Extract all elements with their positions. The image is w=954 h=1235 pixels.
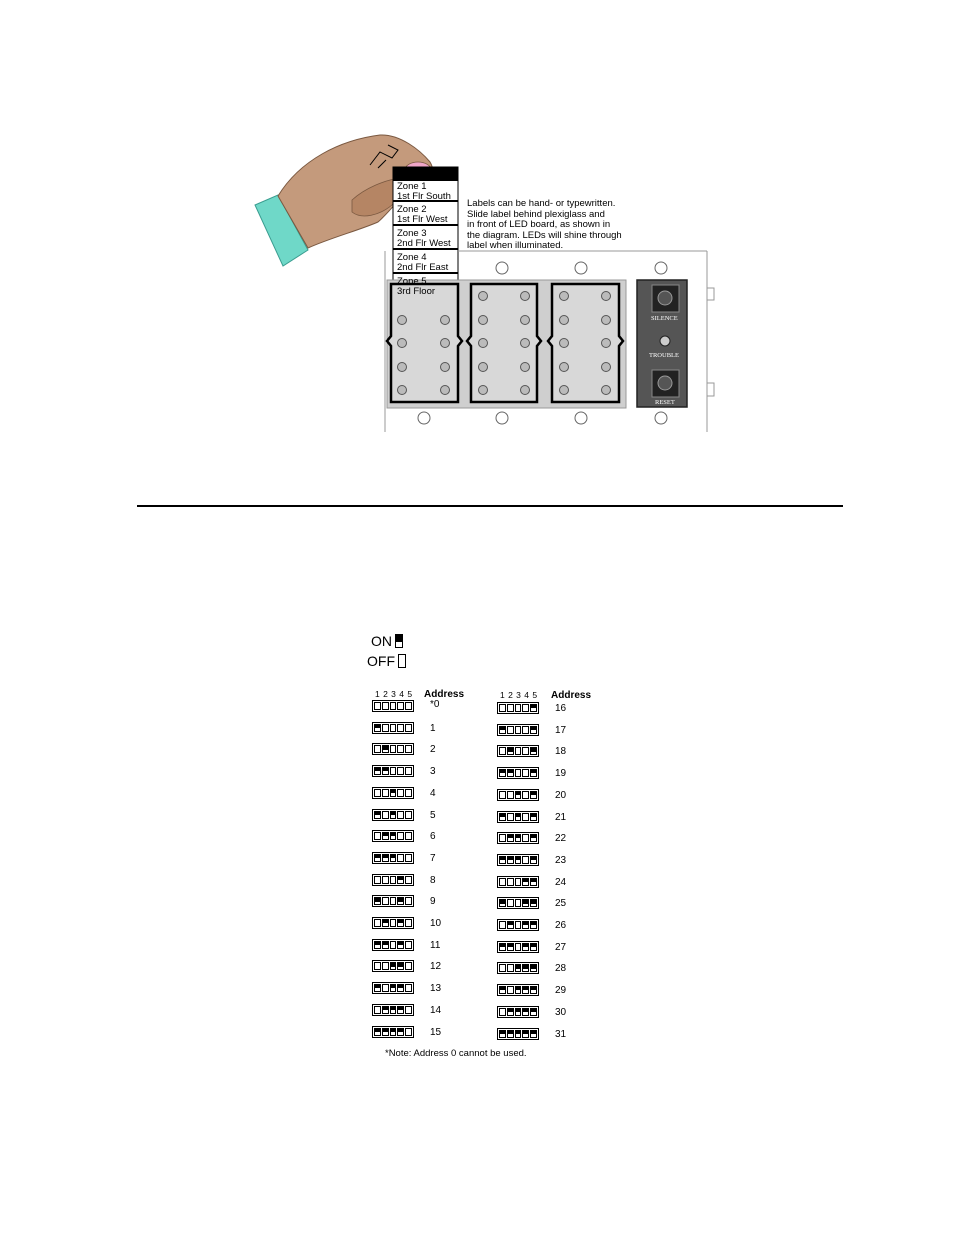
address-value: 18 — [555, 746, 567, 758]
switch-position — [390, 1006, 397, 1014]
dip-switch-left — [372, 1004, 414, 1016]
zone-led — [602, 339, 611, 348]
switch-position — [382, 984, 389, 992]
switch-position — [530, 856, 537, 864]
zone-led — [441, 339, 450, 348]
switch-position — [382, 724, 389, 732]
zone-led — [560, 363, 569, 372]
address-value: 28 — [555, 963, 567, 975]
switch-position — [499, 899, 506, 907]
switch-position — [374, 1006, 381, 1014]
switch-position — [374, 767, 381, 775]
off-switch-icon — [398, 654, 406, 668]
switch-position — [390, 745, 397, 753]
zone-led — [479, 339, 488, 348]
switch-position — [382, 941, 389, 949]
switch-position — [507, 921, 514, 929]
switch-position — [530, 791, 537, 799]
trouble-label: TROUBLE — [649, 352, 679, 359]
switch-position — [515, 943, 522, 951]
switch-position — [397, 724, 404, 732]
switch-position — [522, 769, 529, 777]
switch-position — [522, 747, 529, 755]
zone-led — [521, 363, 530, 372]
switch-position — [390, 811, 397, 819]
switch-position — [530, 769, 537, 777]
zone-led — [521, 386, 530, 395]
zone-label-4: Zone 4 2nd Flr East — [397, 252, 449, 273]
switch-position — [405, 745, 412, 753]
switch-position — [515, 704, 522, 712]
on-switch-icon — [395, 634, 403, 648]
zone-led — [441, 386, 450, 395]
switch-position — [390, 789, 397, 797]
dip-switch-left — [372, 722, 414, 734]
dip-switch-right — [497, 919, 539, 931]
switch-position — [530, 964, 537, 972]
dip-switch-left — [372, 830, 414, 842]
switch-position — [522, 986, 529, 994]
switch-position — [522, 856, 529, 864]
dip-switch-right — [497, 962, 539, 974]
address-value: 26 — [555, 920, 567, 931]
switch-position — [405, 962, 412, 970]
switch-position — [397, 897, 404, 905]
zone-led — [560, 339, 569, 348]
section-divider — [137, 505, 843, 507]
trouble-led — [660, 336, 670, 346]
switch-position — [499, 834, 506, 842]
switch-position — [515, 856, 522, 864]
switch-position — [382, 897, 389, 905]
switch-position — [507, 899, 514, 907]
switch-position — [522, 834, 529, 842]
dip-switch-right — [497, 941, 539, 953]
switch-position — [390, 1028, 397, 1036]
address-value: 23 — [555, 854, 567, 866]
zone-led — [441, 316, 450, 325]
switch-position — [374, 789, 381, 797]
switch-position — [515, 747, 522, 755]
switch-position — [397, 1006, 404, 1014]
switch-position — [390, 941, 397, 949]
switch-position — [522, 1008, 529, 1016]
silence-label: SILENCE — [651, 315, 678, 322]
zone-led — [560, 292, 569, 301]
switch-position — [499, 856, 506, 864]
switch-position — [507, 747, 514, 755]
address-value: 5 — [430, 809, 436, 821]
address-value: 2 — [430, 744, 436, 756]
switch-position — [530, 1008, 537, 1016]
address-value: 12 — [430, 961, 442, 973]
switch-position — [507, 834, 514, 842]
switch-position — [397, 767, 404, 775]
switch-position — [405, 854, 412, 862]
switch-position — [507, 726, 514, 734]
address-value: 11 — [430, 939, 441, 951]
address-value: 6 — [430, 831, 436, 843]
address-value: 24 — [555, 876, 567, 888]
switch-position — [390, 897, 397, 905]
switch-position — [397, 1028, 404, 1036]
switch-position — [390, 832, 397, 840]
switch-position — [390, 984, 397, 992]
switch-position — [374, 702, 381, 710]
zone-led — [602, 363, 611, 372]
dip-switch-right — [497, 767, 539, 779]
switch-position — [499, 791, 506, 799]
switch-position — [405, 984, 412, 992]
label-instructions: Labels can be hand- or typewritten. Slide label behind plexiglass and in front of LED board, as shown in the diagram. LEDs will shine through label when illuminated. — [467, 198, 622, 251]
switch-position — [522, 704, 529, 712]
dip-switch-right — [497, 1006, 539, 1018]
switch-position — [522, 813, 529, 821]
switch-position — [499, 964, 506, 972]
address-header-right: Address — [551, 690, 592, 701]
switch-position — [382, 745, 389, 753]
dip-switch-right — [497, 832, 539, 844]
zone-led — [398, 316, 407, 325]
switch-position — [405, 919, 412, 927]
zone-led — [398, 363, 407, 372]
zone-led — [602, 386, 611, 395]
switch-position — [397, 876, 404, 884]
switch-position — [515, 878, 522, 886]
switch-position — [374, 897, 381, 905]
zone-led — [479, 292, 488, 301]
dip-switch-right — [497, 811, 539, 823]
switch-position — [397, 832, 404, 840]
switch-position — [382, 962, 389, 970]
switch-position — [397, 854, 404, 862]
address-header-left: Address — [424, 689, 465, 700]
switch-position — [499, 878, 506, 886]
address-value: 29 — [555, 985, 567, 997]
address-value: 15 — [430, 1026, 442, 1038]
switch-position — [382, 919, 389, 927]
switch-position — [405, 702, 412, 710]
switch-position — [374, 962, 381, 970]
zone-led — [398, 339, 407, 348]
switch-position — [374, 941, 381, 949]
zone-led — [560, 316, 569, 325]
switch-position — [522, 921, 529, 929]
address-value: 8 — [430, 874, 436, 886]
switch-position — [515, 791, 522, 799]
reset-label: RESET — [655, 399, 675, 406]
switch-position — [405, 811, 412, 819]
address-value: 27 — [555, 941, 567, 953]
dip-switch-left — [372, 809, 414, 821]
switch-position — [507, 943, 514, 951]
switch-position — [405, 1028, 412, 1036]
switch-position — [522, 791, 529, 799]
dip-switch-right — [497, 854, 539, 866]
address-value: 9 — [430, 896, 436, 908]
switch-position — [507, 856, 514, 864]
switch-position — [374, 854, 381, 862]
dip-switch-right — [497, 984, 539, 996]
dip-switch-right — [497, 724, 539, 736]
switch-position — [390, 962, 397, 970]
switch-position — [499, 921, 506, 929]
zone-led — [602, 316, 611, 325]
dip-switch-right — [497, 702, 539, 714]
switch-position — [515, 921, 522, 929]
switch-position — [507, 769, 514, 777]
switch-position — [382, 1006, 389, 1014]
footnote: *Note: Address 0 cannot be used. — [385, 1048, 527, 1059]
dip-switch-left — [372, 787, 414, 799]
switch-position — [515, 1030, 522, 1038]
switch-position — [390, 702, 397, 710]
zone-label-3: Zone 3 2nd Flr West — [397, 228, 451, 249]
dip-switch-right — [497, 789, 539, 801]
address-value: 1 — [430, 722, 436, 734]
address-value: 16 — [555, 703, 567, 714]
dip-switch-right — [497, 876, 539, 888]
dip-switch-left — [372, 852, 414, 864]
switch-position — [374, 984, 381, 992]
switch-position — [374, 811, 381, 819]
switch-position — [499, 813, 506, 821]
dip-switch-left — [372, 743, 414, 755]
address-value: 4 — [430, 787, 436, 799]
switch-position — [397, 811, 404, 819]
switch-position — [390, 854, 397, 862]
zone-label-2: Zone 2 1st Flr West — [397, 204, 448, 225]
switch-position — [507, 986, 514, 994]
legend-on: ON — [371, 633, 403, 649]
address-value: 21 — [555, 811, 567, 823]
dip-switch-left — [372, 874, 414, 886]
address-value: 31 — [555, 1028, 567, 1040]
address-value: 19 — [555, 768, 567, 780]
switch-position — [507, 704, 514, 712]
zone-led — [602, 292, 611, 301]
switch-position — [499, 943, 506, 951]
dip-switch-left — [372, 1026, 414, 1038]
switch-position — [405, 876, 412, 884]
switch-position — [390, 724, 397, 732]
legend-off: OFF — [367, 653, 406, 669]
dip-switch-left — [372, 895, 414, 907]
switch-position — [530, 813, 537, 821]
address-value: 17 — [555, 724, 567, 736]
switch-position — [499, 1030, 506, 1038]
address-value: 30 — [555, 1006, 567, 1018]
dip-switch-right — [497, 745, 539, 757]
switch-position — [499, 747, 506, 755]
switch-position — [405, 1006, 412, 1014]
switch-position — [515, 726, 522, 734]
switch-header-right: 1 2 3 4 5 — [500, 690, 538, 700]
switch-position — [530, 704, 537, 712]
switch-position — [405, 897, 412, 905]
address-value: 3 — [430, 766, 436, 778]
switch-position — [515, 899, 522, 907]
switch-position — [507, 813, 514, 821]
switch-position — [397, 962, 404, 970]
zone-led — [479, 316, 488, 325]
switch-position — [397, 919, 404, 927]
address-value: *0 — [430, 699, 440, 710]
switch-position — [499, 1008, 506, 1016]
switch-position — [522, 899, 529, 907]
zone-led — [479, 363, 488, 372]
switch-position — [515, 813, 522, 821]
switch-position — [397, 789, 404, 797]
address-value: 20 — [555, 789, 567, 801]
address-value: 10 — [430, 918, 442, 929]
switch-position — [515, 834, 522, 842]
switch-position — [507, 964, 514, 972]
switch-header-left: 1 2 3 4 5 — [375, 689, 413, 699]
switch-position — [499, 769, 506, 777]
switch-position — [390, 919, 397, 927]
switch-position — [530, 943, 537, 951]
switch-position — [397, 702, 404, 710]
switch-position — [382, 1028, 389, 1036]
switch-position — [507, 1008, 514, 1016]
switch-position — [405, 767, 412, 775]
switch-position — [382, 702, 389, 710]
dip-switch-left — [372, 700, 414, 712]
switch-position — [507, 791, 514, 799]
address-value: 22 — [555, 833, 567, 845]
switch-position — [374, 745, 381, 753]
switch-position — [522, 1030, 529, 1038]
switch-position — [405, 832, 412, 840]
address-value: 25 — [555, 898, 567, 910]
switch-position — [382, 767, 389, 775]
switch-position — [382, 832, 389, 840]
switch-position — [382, 811, 389, 819]
switch-position — [374, 724, 381, 732]
switch-position — [374, 832, 381, 840]
dip-switch-left — [372, 765, 414, 777]
switch-position — [374, 1028, 381, 1036]
dip-switch-left — [372, 917, 414, 929]
zone-led — [398, 386, 407, 395]
switch-position — [390, 876, 397, 884]
switch-position — [405, 789, 412, 797]
address-value: 14 — [430, 1004, 442, 1016]
zone-led — [521, 316, 530, 325]
address-value: 7 — [430, 852, 436, 864]
switch-position — [374, 919, 381, 927]
switch-position — [530, 726, 537, 734]
switch-position — [515, 986, 522, 994]
dip-switch-left — [372, 939, 414, 951]
switch-position — [382, 854, 389, 862]
dip-switch-left — [372, 960, 414, 972]
switch-position — [499, 704, 506, 712]
switch-position — [530, 1030, 537, 1038]
switch-position — [530, 878, 537, 886]
zone-led — [521, 339, 530, 348]
zone-led — [560, 386, 569, 395]
switch-position — [405, 724, 412, 732]
switch-position — [397, 941, 404, 949]
switch-position — [397, 745, 404, 753]
zone-label-1: Zone 1 1st Flr South — [397, 181, 451, 202]
zone-led — [521, 292, 530, 301]
switch-position — [522, 964, 529, 972]
switch-position — [522, 726, 529, 734]
switch-position — [499, 726, 506, 734]
switch-position — [530, 899, 537, 907]
switch-position — [530, 747, 537, 755]
zone-led — [441, 363, 450, 372]
switch-position — [390, 767, 397, 775]
dip-switch-right — [497, 1028, 539, 1040]
switch-position — [530, 986, 537, 994]
switch-position — [507, 878, 514, 886]
switch-position — [374, 876, 381, 884]
switch-position — [515, 1008, 522, 1016]
switch-position — [515, 964, 522, 972]
switch-position — [522, 943, 529, 951]
switch-position — [522, 878, 529, 886]
zone-led — [479, 386, 488, 395]
switch-position — [382, 789, 389, 797]
switch-position — [515, 769, 522, 777]
zone-label-5: Zone 5 3rd Floor — [397, 276, 436, 297]
switch-position — [382, 876, 389, 884]
dip-switch-left — [372, 982, 414, 994]
address-value: 13 — [430, 983, 442, 995]
switch-position — [507, 1030, 514, 1038]
switch-position — [530, 921, 537, 929]
switch-position — [397, 984, 404, 992]
dip-switch-right — [497, 897, 539, 909]
switch-position — [530, 834, 537, 842]
switch-position — [499, 986, 506, 994]
switch-position — [405, 941, 412, 949]
